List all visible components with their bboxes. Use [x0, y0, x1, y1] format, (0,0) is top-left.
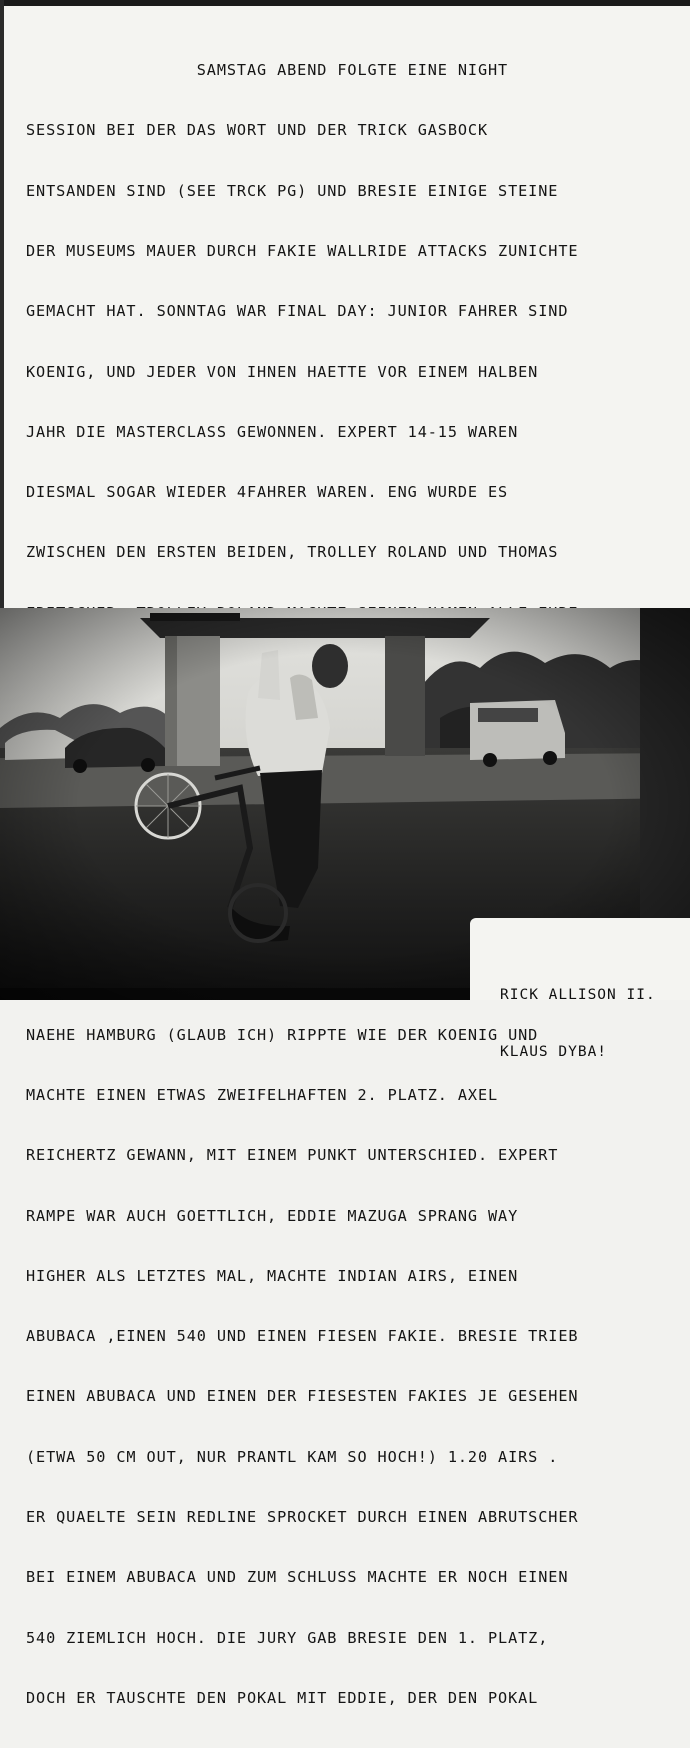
article-line: HIGHER ALS LETZTES MAL, MACHTE INDIAN AIRS, EINEN: [26, 1266, 519, 1285]
article-line: ZWISCHEN DEN ERSTEN BEIDEN, TROLLEY ROLAND UND THOMAS: [26, 543, 559, 562]
article-line: EINEN ABUBACA UND EINEN DER FIESESTEN FAKIES JE GESEHEN: [26, 1387, 579, 1406]
article-line: RAMPE WAR AUCH GOETTLICH, EDDIE MAZUGA SPRANG WAY: [26, 1206, 519, 1225]
article-line: ENTSANDEN SIND (SEE TRCK PG) UND BRESIE EINIGE STEINE: [26, 181, 559, 200]
caption-line: KLAUS DYBA!: [500, 1044, 608, 1060]
article-line: JAHR DIE MASTERCLASS GEWONNEN. EXPERT 14-15 WAREN: [26, 422, 519, 441]
article-line: DIESMAL SOGAR WIEDER 4FAHRER WAREN. ENG WURDE ES: [26, 483, 509, 502]
caption-line: RICK ALLISON II.: [500, 987, 656, 1003]
article-line: MACHTE EINEN ETWAS ZWEIFELHAFTEN 2. PLATZ. AXEL: [26, 1085, 499, 1104]
article-line: GEMACHT HAT. SONNTAG WAR FINAL DAY: JUNIOR FAHRER SIND: [26, 302, 569, 321]
article-line: 540 ZIEMLICH HOCH. DIE JURY GAB BRESIE DEN 1. PLATZ,: [26, 1628, 549, 1647]
page-top-edge: [0, 0, 690, 6]
article-line: DER MUSEUMS MAUER DURCH FAKIE WALLRIDE ATTACKS ZUNICHTE: [26, 242, 579, 261]
article-line: ABUBACA ,EINEN 540 UND EINEN FIESEN FAKIE. BRESIE TRIEB: [26, 1327, 579, 1346]
article-line: SESSION BEI DER DAS WORT UND DER TRICK GASBOCK: [26, 121, 489, 140]
article-line: KOENIG, UND JEDER VON IHNEN HAETTE VOR EINEM HALBEN: [26, 362, 539, 381]
article-line: SAMSTAG ABEND FOLGTE EINE NIGHT: [26, 61, 509, 80]
article-line: BEI EINEM ABUBACA UND ZUM SCHLUSS MACHTE ER NOCH EINEN: [26, 1568, 569, 1587]
article-line: (ETWA 50 CM OUT, NUR PRANTL KAM SO HOCH!) 1.20 AIRS .: [26, 1447, 559, 1466]
photo-caption: [500, 948, 690, 1100]
article-line: NAEHE HAMBURG (GLAUB ICH) RIPPTE WIE DER KOENIG UND: [26, 1025, 539, 1044]
article-line: DOCH ER TAUSCHTE DEN POKAL MIT EDDIE, DER DEN POKAL: [26, 1688, 539, 1707]
article-line: ER QUAELTE SEIN REDLINE SPROCKET DURCH EINEN ABRUTSCHER: [26, 1507, 579, 1526]
article-line: REICHERTZ GEWANN, MIT EINEM PUNKT UNTERSCHIED. EXPERT: [26, 1146, 559, 1165]
